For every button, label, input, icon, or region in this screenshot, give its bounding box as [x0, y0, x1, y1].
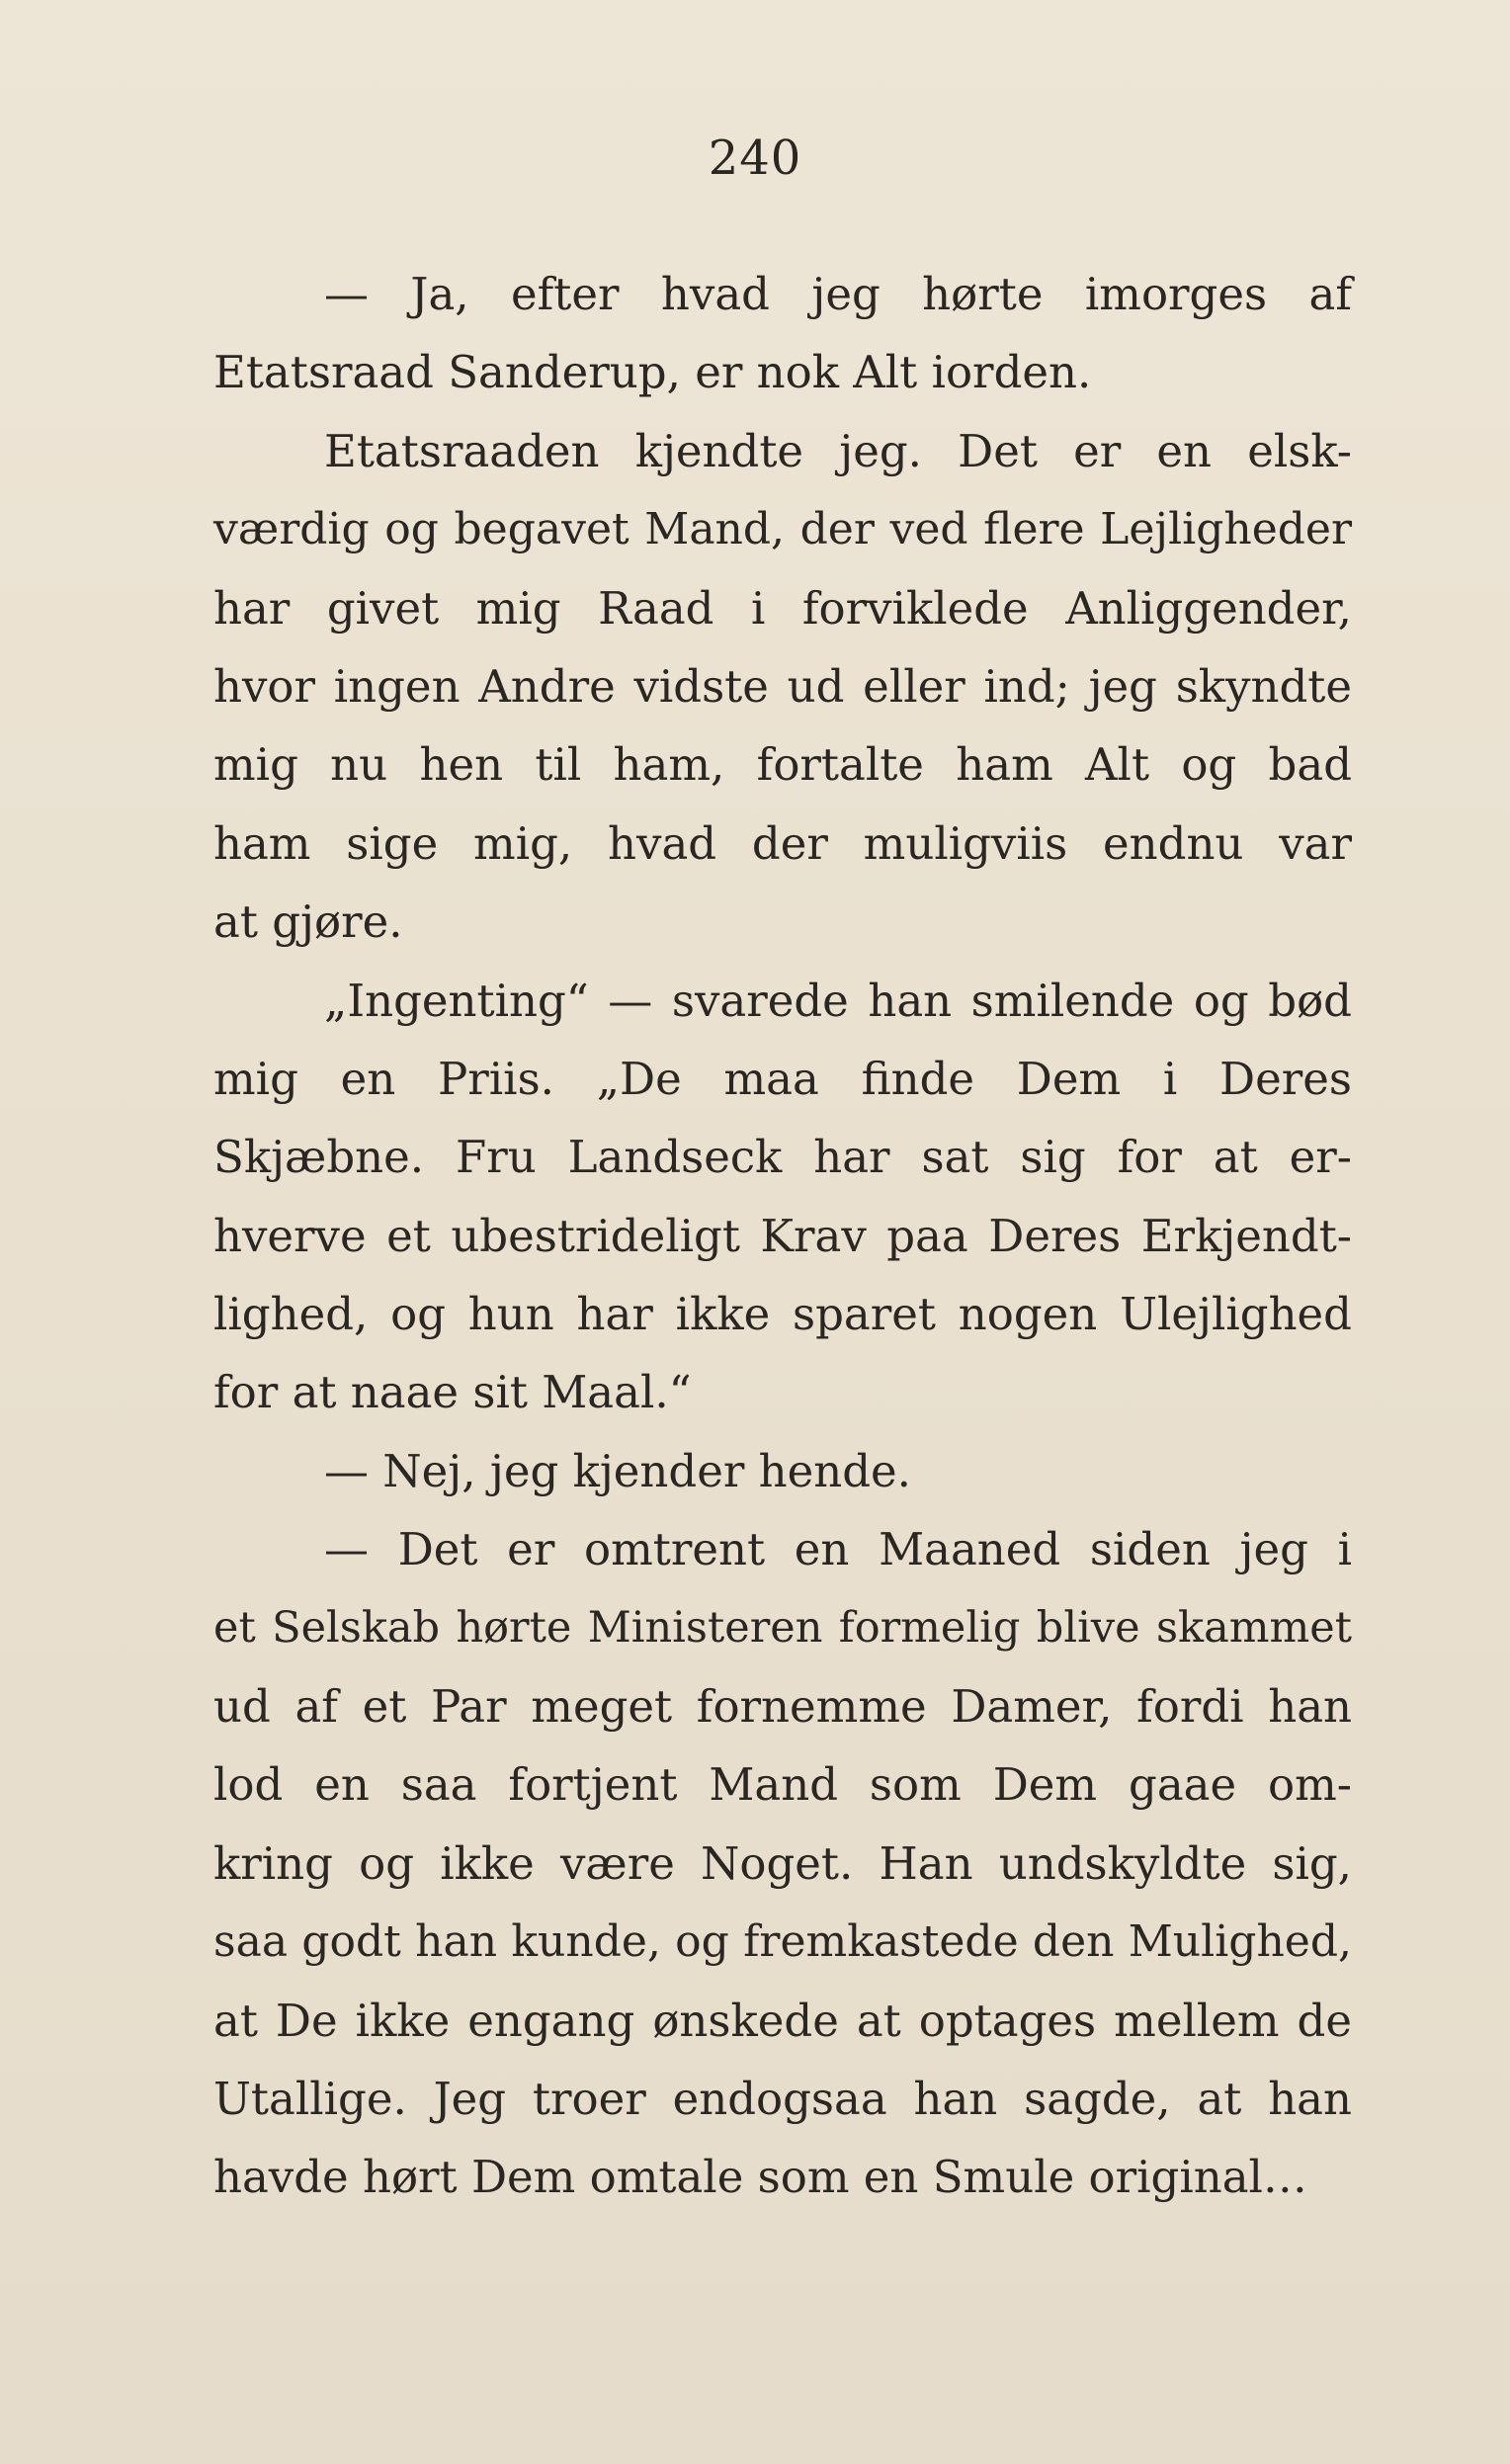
text-line: værdig og begavet Mand, der ved flere Lejligheder: [213, 504, 1352, 555]
text-line: at De ikke engang ønskede at optages mellem de: [213, 1994, 1352, 2047]
text-line: hvor ingen Andre vidste ud eller ind; jeg skyndte: [213, 659, 1352, 713]
text-line: ud af et Par meget fornemme Damer, fordi han: [213, 1680, 1352, 1734]
text-line: Skjæbne. Fru Landseck har sat sig for at er-: [213, 1131, 1352, 1184]
text-line: — Ja, efter hvad jeg hørte imorges af: [324, 268, 1352, 320]
text-line: et Selskab hørte Ministeren formelig blive skammet: [213, 1602, 1352, 1653]
text-line: kring og ikke være Noget. Han undskyldte sig,: [213, 1836, 1352, 1890]
text-line: lighed, og hun har ikke sparet nogen Ulejlighed: [213, 1288, 1352, 1341]
body-text: [213, 255, 1352, 2217]
text-line: har givet mig Raad i forviklede Anliggender,: [213, 581, 1352, 635]
text-line: — Det er omtrent en Maaned siden jeg i: [324, 1523, 1352, 1576]
text-line: lod en saa fortjent Mand som Dem gaae om-: [213, 1758, 1352, 1812]
text-line: saa godt han kunde, og fremkastede den Mulighed,: [213, 1916, 1352, 1968]
text-line: ham sige mig, hvad der muligviis endnu var: [213, 816, 1352, 870]
text-line: havde hørt Dem omtale som en Smule original…: [213, 2151, 1307, 2204]
text-line: Etatsraaden kjendte jeg. Det er en elsk-: [324, 424, 1352, 477]
text-line: hverve et ubestrideligt Krav paa Deres Erkjendt-: [213, 1209, 1352, 1262]
text-line: for at naae sit Maal.“: [213, 1366, 692, 1419]
text-line: „Ingenting“ — svarede han smilende og bød: [324, 974, 1352, 1027]
text-line: Utallige. Jeg troer endogsaa han sagde, at han: [213, 2072, 1352, 2125]
text-line: — Nej, jeg kjender hende.: [324, 1444, 911, 1497]
text-line: mig nu hen til ham, fortalte ham Alt og bad: [213, 738, 1352, 792]
text-line: mig en Priis. „De maa finde Dem i Deres: [213, 1052, 1352, 1105]
text-line: at gjøre.: [213, 895, 403, 949]
page-number: 240: [708, 130, 802, 186]
text-line: Etatsraad Sanderup, er nok Alt iorden.: [213, 346, 1092, 399]
